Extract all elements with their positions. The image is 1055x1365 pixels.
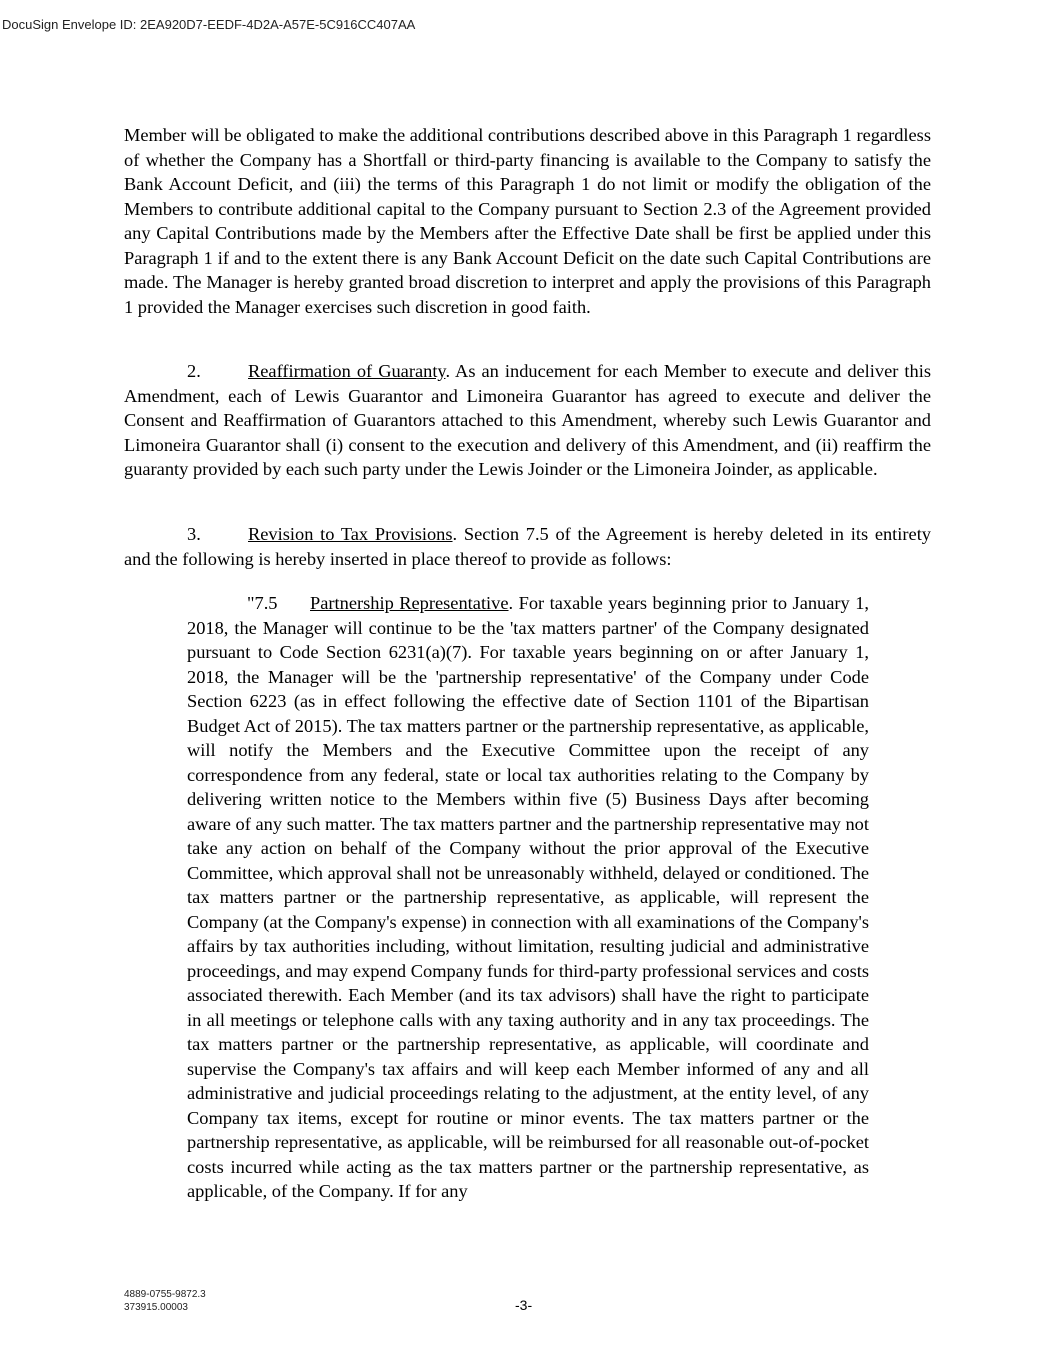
section-2-heading: Reaffirmation of Guaranty — [248, 361, 446, 381]
footer-matter-number: 373915.00003 — [124, 1301, 188, 1313]
section-2-paragraph — [124, 359, 931, 482]
docusign-envelope-id: DocuSign Envelope ID: 2EA920D7-EEDF-4D2A-A57E-5C916CC407AA — [2, 17, 416, 32]
section-7-5-text: . For taxable years beginning prior to January 1, 2018, the Manager will continue to be the 'tax matters partner' of the Company designated pursuant to Code Section 6231(a)(7). For taxable years beginning on or after January 1, 2018, the Manager will be the 'partnership representative' of the Company under Code Section 6223 (as in effect following the effective date of Section 1101 of the Bipartisan Budget Act of 2015). The tax matters partner or the partnership representative, as applicable, will notify the Members and the Executive Committee upon the receipt of any correspondence from any federal, state or local tax authorities relating to the Company by delivering written notice to the Members within five (5) Business Days after becoming aware of any such matter. The tax matters partner and the partnership representative may not take any action on behalf of the Company without the prior approval of the Executive Committee, which approval shall not be unreasonably withheld, delayed or conditioned. The tax matters partner or the partnership representative, as applicable, will represent the Company (at the Company's expense) in connection with all examinations of the Company's affairs by tax authorities including, without limitation, resulting judicial and administrative proceedings, and may expend Company funds for third-party professional services and costs associated therewith. Each Member (and its tax advisors) shall have the right to participate in all meetings or telephone calls with any taxing authority and in any tax proceedings. The tax matters partner or the partnership representative, as applicable, will coordinate and supervise the Company's tax affairs and will keep each Member informed of any and all administrative and judicial proceedings relating to the adjustment, at the entity level, of any Company tax items, except for routine or minor events. The tax matters partner or the partnership representative, as applicable, will be reimbursed for all reasonable out-of-pocket costs incurred while acting as the tax matters partner or the partnership representative, as applicable, of the Company. If for any — [187, 593, 870, 1201]
section-3-number: 3. — [187, 524, 201, 544]
page-number: -3- — [515, 1297, 533, 1313]
footer-document-ids — [124, 1289, 206, 1314]
section-7-5-number: "7.5 — [247, 593, 278, 613]
section-2-text: . As an inducement for each Member to execute and deliver this Amendment, each of Lewis Guarantor and Limoneira Guarantor has agreed to execute and deliver the Consent and Reaffirmation of Guarantors attached to this Amendment, whereby such Lewis Guarantor and Limoneira Guarantor shall (i) consent to the execution and delivery of this Amendment, and (ii) reaffirm the guaranty provided by each such party under the Lewis Joinder or the Limoneira Joinder, as applicable. — [124, 361, 931, 479]
section-3-heading: Revision to Tax Provisions — [248, 524, 453, 544]
section-3-paragraph — [124, 522, 931, 571]
section-2-number: 2. — [187, 361, 201, 381]
paragraph-continuation: Member will be obligated to make the additional contributions described above in this Paragraph 1 regardless of whether the Company has a Shortfall or third-party financing is available to the Company to satisfy the Bank Account Deficit, and (iii) the terms of this Paragraph 1 do not limit or modify the obligation of the Members to contribute additional capital to the Company pursuant to Section 2.3 of the Agreement provided any Capital Contributions made by the Members after the Effective Date shall be first be applied under this Paragraph 1 if and to the extent there is any Bank Account Deficit on the date such Capital Contributions are made. The Manager is hereby granted broad discretion to interpret and apply the provisions of this Paragraph 1 provided the Manager exercises such discretion in good faith. — [124, 125, 931, 317]
section-7-5-quoted-paragraph — [187, 591, 869, 1204]
section-3-text: . Section 7.5 of the Agreement is hereby deleted in its entirety and the following is hereby inserted in place thereof to provide as follows: — [124, 524, 931, 569]
footer-doc-number: 4889-0755-9872.3 — [124, 1289, 206, 1300]
section-7-5-heading: Partnership Representative — [310, 593, 509, 613]
